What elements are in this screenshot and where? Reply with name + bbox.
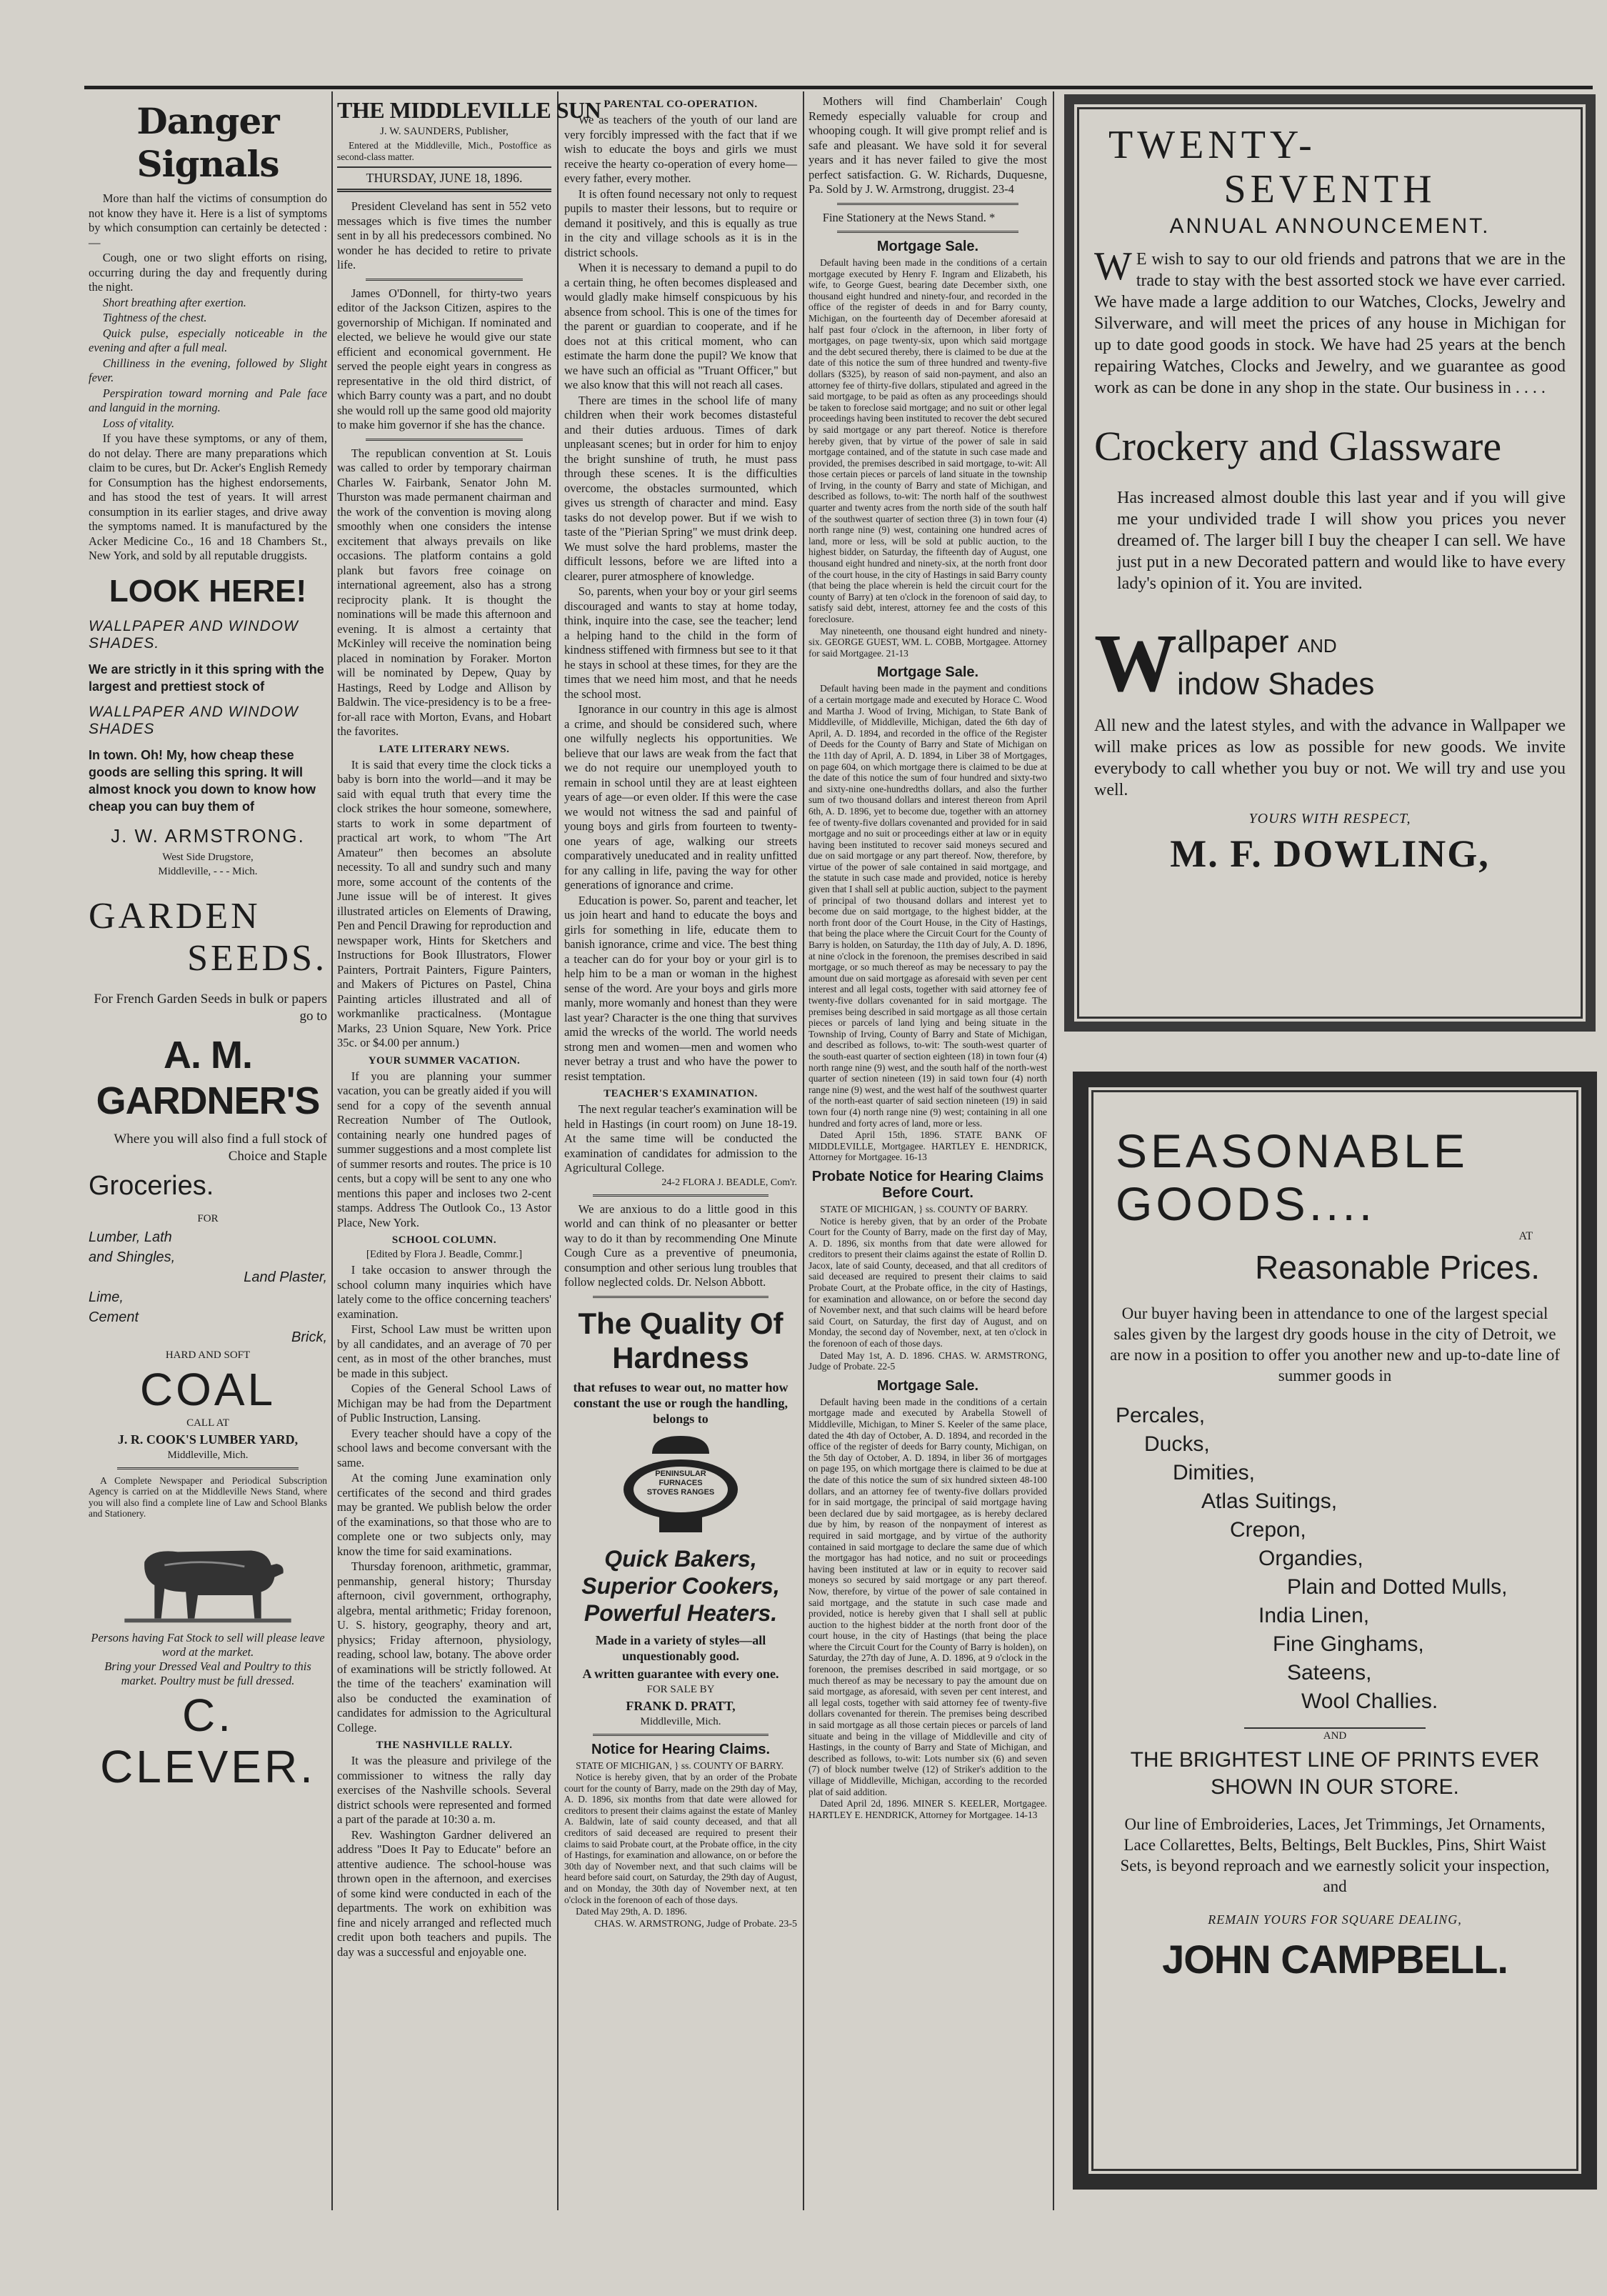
article-text: Default having been made in the conditions of a certain mortgage executed by Henry F. Ingram and Elizabeth, his wife, to George Guest, bearing date December sixth, one thousand eight hundred and ninety-four, and recorded in the office of the register of deeds in and for Barry county, Michigan, on the fourteenth day of December aforesaid at half past four o'clock in the afternoon, in liber forty of mortgages, on page twenty-six, upon which said mortgage and the debt secured thereby, there is claimed to be due at the date of this notice the sum of three hundred and twenty-five dollars ($325), by reason of said non-payment, and also an attorney fee of thirty-five dollars, stipulated and agreed in the said mortgage, to be paid as often as any proceedings should be taken to foreclose said mortgage; and no suit or other legal proceedings having been instituted to recover the debt secured by said mortgage or any part thereof. Notice is therefore hereby given, that by virtue of the power of sale in said mortgage contained, and of the statute in such case made and provided, the premises described in said mortgage, to-wit: All those certain pieces or parcels of land situate in the township of Irving, in the county of Barry and state of Michigan, and described as follows, to-wit: The north half of the southwest quarter and twenty acres from the north side of the south half of the southwest quarter of section three (3) in town four (4) north range nine (9) west, containing one hundred acres of land, more or less, will be sold at public auction, to the highest bidder, on Saturday, the fifteenth day of August, one thousand eight hundred and ninety-six, at the north front door of the court house, in the city of Hastings in said Barry county (that being the place wherein is held the circuit court for the county of Barry) at ten o'clock in the forenoon of said day, to satisfy said debt, interest, attorney fee and the costs of this foreclosure. [808, 257, 1047, 624]
article-text: STATE OF MICHIGAN, } ss. COUNTY OF BARRY. [820, 1203, 1028, 1214]
ad-headline: Danger Signals [136, 100, 279, 185]
section-divider [593, 1194, 769, 1197]
wallpaper-text: All new and the latest styles, and with the advance in Wallpaper we will make prices as low as possible for new goods. We invite everybody to call whether you buy or not. We will try and use you well. [1094, 717, 1566, 799]
masthead-title: THE MIDDLEVILLE SUN [337, 97, 601, 123]
article-text: Brick, [291, 1329, 327, 1345]
article-text: Made in a variety of styles—all unquestionably good. [595, 1632, 766, 1663]
wallpaper-line-1: allpaper [1177, 624, 1289, 659]
article-text: So, parents, when your boy or your girl seems discouraged and wants to stay at home today, think, inquire into the case, see the teacher; lend a helping hand to the child in the form of kindness stiffened with firmness but see to it that he stays in school at these times, for they are the times that we need him most, and that he needs the school most. [564, 584, 797, 701]
article-text: FOR [197, 1212, 219, 1224]
article-text: Entered at the Middleville, Mich., Postoffice as second-class matter. [337, 140, 551, 162]
emblem-label: PENINSULAR FURNACES STOVES RANGES [646, 1469, 715, 1497]
page-top-rule [84, 86, 1593, 89]
ad-and: AND [1244, 1727, 1426, 1742]
section-divider [366, 439, 523, 441]
ad-closing: REMAIN YOURS FOR SQUARE DEALING, [1208, 1912, 1462, 1927]
ad-headline: The Quality Of Hardness [578, 1306, 784, 1374]
column-divider [1053, 91, 1054, 2210]
article-text: Chilliness in the evening, followed by Slight fever. [89, 356, 327, 384]
section-heading: YOUR SUMMER VACATION. [368, 1054, 521, 1067]
column-divider [557, 91, 559, 2210]
article-text: Fine Stationery at the News Stand. * [822, 210, 996, 224]
article-text: Rev. Washington Gardner delivered an address "Does It Pay to Educate" before an attentive audience. The school-house was thrown open in the afternoon, and exercises of some kind were conducted in each of the departments. The work on exhibition was fine and nicely arranged and reflected much credit upon both teachers and pupils. The day was a successful and enjoyable one. [337, 1827, 551, 1959]
article-text: Middleville, - - - Mich. [158, 865, 258, 877]
article-text: It is said that every time the clock ticks a baby is born into the world—and it may be said with equal truth that every time the clock strikes the hour someone, somewhere, starts to work in some department of practical art work, to whom "The Art Amateur" then becomes an absolute necessity. To all and sundry such and many more, some account of the contents of the June issue will be of interest. It gives illustrated articles on Elements of Drawing, Pen and Pencil Drawing for reproduction and newspaper work, Hints for Sketchers and Instructions for Book Illustrators, Flower Painters, Portrait Painters, Figure Painters, and Makers of Pictures on Pastel, China Painting articles illustrated and all of workmanlike practicalness. (Montague Marks, 23 Union Square, New York. Price 35c. or $4.00 per annum.) [337, 757, 551, 1050]
advertiser-name: JOHN CAMPBELL. [1162, 1937, 1508, 1982]
article-text: Bring your Dressed Veal and Poultry to this market. Poultry must be full dressed. [104, 1659, 311, 1687]
goods-item: Ducks, [1144, 1432, 1210, 1456]
signature: CHAS. W. ARMSTRONG, Judge of Probate. 23-5 [594, 1918, 797, 1930]
article-text: WALLPAPER AND WINDOW SHADES. [89, 617, 299, 652]
peninsular-stoves-emblem-graphic [609, 1432, 752, 1539]
article-text: and Shingles, [89, 1249, 176, 1265]
section-divider [593, 1734, 769, 1736]
drop-cap: W [1094, 244, 1132, 289]
goods-item: Atlas Suitings, [1201, 1489, 1338, 1513]
column-3-school-news [564, 94, 797, 1935]
article-text: Dated May 1st, A. D. 1896. CHAS. W. ARMSTRONG, Judge of Probate. 22-5 [808, 1349, 1047, 1372]
article-text: President Cleveland has sent in 552 veto messages which is five times the number sent in by all his predecessors combined. No wonder he has decided to retire to private life. [337, 199, 551, 272]
prints-headline: THE BRIGHTEST LINE OF PRINTS EVER SHOWN IN OUR STORE. [1130, 1748, 1540, 1799]
article-text: Default having been made in the payment and conditions of a certain mortgage made and executed by Horace C. Wood and Martha J. Wood of Irving, Michigan, to State Bank of Middleville, of Middleville, Michigan, dated the 6th day of April, A. D. 1894, and recorded in the office of the Register of Deeds for the County of Barry and State of Michigan on the 11th day of April, A. D. 1894, in Liber 38 of Mortgages, on page 604, on which mortgage there is claimed to be due at the date of this notice the sum of four hundred and sixty-two and sixty-nine one-hundredths dollars, and also the further sum of two thousand dollars and interest thereon from April 6th, A. D. 1896, yet to become due, together with an attorney fee of twenty-five dollars covenanted and provided for in said mortgage and no suit or proceedings either at law or in equity having been instituted to recover said moneys secured and due on said mortgage or any part thereof. Now, therefore, by virtue of the power of sale contained in said mortgage, and the statute in such case made and provided, notice is hereby given that I shall sell at public auction, subject to the payment of principal of two thousand dollars and interest yet to become due on said mortgage, to the highest bidder, at the north front door of the Court House, in the City of Hastings, that being the place where the Circuit Court for the County of Barry is holden, on Saturday, the 11th day of July, A. D. 1896, at nine o'clock in the forenoon, the premises described in said mortgage, or so much thereof as may be necessary to pay the amount due on said mortgage as aforesaid with seven per cent interest and all legal costs, together with said attorney fee of twenty-five dollars covenanted for in said mortgage. The premises being described in said mortgage as all those certain pieces or parcels of land lying and being situate in the Township of Irving, County of Barry and State of Michigan, and described as follows, to-wit: The south-west quarter of the south-east quarter of section eighteen (18) in town four (4) north range nine (9) west, and the south half of the north-west quarter of section nineteen (19) in said town four (4) north range nine (9) west, and the west half of the southwest quarter of the north-east quarter of said section nineteen (19) in said town four (4) north range nine (9) west; containing in all one hundred and forty acres of land, more or less. [808, 683, 1047, 1129]
article-text: Perspiration toward morning and Pale face and languid in the morning. [89, 386, 327, 414]
article-text: Quick Bakers, Superior Cookers, Powerful Heaters. [581, 1545, 780, 1626]
ad-subtitle: Reasonable Prices. [1255, 1249, 1540, 1286]
goods-list [1108, 1402, 1561, 1716]
article-text: Lime, [89, 1289, 124, 1305]
article-text: A Complete Newspaper and Periodical Subscription Agency is carried on at the Middleville News Stand, where you will also find a complete line of Law and School Blanks and Stationery. [89, 1474, 327, 1519]
goods-item: Crepon, [1230, 1518, 1306, 1542]
article-text: May nineteenth, one thousand eight hundred and ninety-six. GEORGE GUEST, WM. L. COBB, Mortgagee. Attorney for said Mortgagee. 21-13 [808, 625, 1047, 659]
notice-heading: Mortgage Sale. [876, 1377, 979, 1394]
article-text: Copies of the General School Laws of Michigan may be had from the Department of Public Instruction, Lansing. [337, 1382, 551, 1425]
ad-outro: Our line of Embroideries, Laces, Jet Trimmings, Jet Ornaments, Lace Collarettes, Belts, Beltings, Belt Buckles, Pins, Shirt Waist Sets, is beyond reproach and we earnestly solicit your inspection, and [1120, 1815, 1550, 1895]
article-text: West Side Drugstore, [162, 851, 254, 863]
section-heading: SCHOOL COLUMN. [391, 1234, 497, 1247]
ad-intro: Our buyer having been in attendance to one of the largest special sales given by the largest dry goods house in the city of Detroit, we are now in a position to offer you another new and up-to-date line of summer goods in [1110, 1304, 1560, 1384]
article-text: Mothers will find Chamberlain' Cough Remedy especially valuable for croup and whooping cough. It will give prompt relief and is safe and pleasant. We have sold it for several years and it has never failed to give the most perfect satisfaction. G. W. Richards, Duquesne, Pa. Sold by J. W. Armstrong, druggist. 23-4 [808, 94, 1047, 196]
section-divider [366, 279, 523, 281]
article-text: Short breathing after exertion. [102, 295, 246, 309]
article-text: Where you will also find a full stock of Choice and Staple [114, 1131, 327, 1164]
article-text: It is often found necessary not only to request pupils to master their lessons, but to require or demand it positively, and this is equally as true in the city and village schools as it is in the district schools. [564, 186, 797, 259]
article-text: For French Garden Seeds in bulk or papers go to [94, 991, 327, 1024]
signature: 24-2 FLORA J. BEADLE, Com'r. [661, 1177, 797, 1188]
article-text: Dated May 29th, A. D. 1896. [576, 1906, 687, 1917]
article-text: Default having been made in the conditions of a certain mortgage made and executed by Arabella Stowell of Middleville, Michigan, to Miner S. Keeler of the same place, dated the 4th day of October, A. D. 1894, and recorded in the office of the register of deeds for Barry county, Michigan, on the 5th day of October, A. D. 1894, in liber 36 of mortgages on page 195, on which mortgage there is claimed to be due at the date of this notice the sum of six hundred sixteen 48-100 dollars, and an attorney fee of twenty-five dollars provided for in said mortgage, the principal of said mortgage having been declared due by said mortgagee, as is hereby declared due by him, by reason of the nonpayment of interest as required in said mortgage, and by virtue of the authority contained in said mortgage to declare the same due of which the mortgagor has had notice, and no suit or proceedings having been instituted at law or in equity to recover said moneys so secured by said mortgage or any part thereof. Now, therefore, by virtue of the power of sale contained in said mortgage, and the statute in such case made and provided, notice is hereby given that I shall sell at public auction to the highest bidder at the north front door of the court house, in the city of Hastings (that being the place where the Circuit Court for the County of Barry is holden), on Saturday, the 27th day of June, A. D. 1896, at 9 o'clock in the forenoon, the premises described in said mortgage, or so much thereof as may be necessary to pay the amount due on said mortgage, as aforesaid, with seven per cent interest, and all legal costs, together with said attorney fee of twenty-five dollars covenanted for therein. The premises being described in said mortgage as all those certain pieces or parcels of land situate and being in the village of Middleville and city of Hastings, in the county of Barry and State of Michigan, and described as follows, to-wit: Lots number six (6) and seven (7) of block number twelve (12) of Striker's addition to the village of Middleville, Michigan, according to the recorded plat of said addition. [808, 1396, 1047, 1797]
section-divider [837, 231, 1018, 233]
advertiser-name: A. M. GARDNER'S [96, 1033, 320, 1122]
column-divider [331, 91, 333, 2210]
goods-item: Plain and Dotted Mulls, [1287, 1575, 1508, 1599]
wallpaper-and: AND [1297, 635, 1337, 657]
article-text: Middleville, Mich. [640, 1715, 721, 1727]
article-text: Every teacher should have a copy of the school laws and become conversant with the same. [337, 1426, 551, 1469]
article-text: Quick pulse, especially noticeable in the evening and after a full meal. [89, 326, 327, 354]
article-text: [Edited by Flora J. Beadle, Commr.] [366, 1249, 523, 1261]
article-text: Notice is hereby given, that by an order of the Probate court for the county of Barry, made on the 29th day of May, A. D. 1896, six months from that date were allowed for creditors to present their claims against the estate of Manley A. Baldwin, late of said county deceased, and that all creditors of said deceased are required to present their claims to said Probate court, at the Probate office, in the city of Hastings, for examination and allowance, on or before the 30th day of November next, and that such claims will be heard before said court, on Saturday, the 29th day of August, and on Monday, the 30th day of November next, at ten o'clock in the forenoon of each of those days. [564, 1772, 797, 1905]
section-divider [117, 1467, 299, 1469]
ad-title-line-2: SEVENTH [1223, 167, 1436, 211]
article-text: More than half the victims of consumption do not know they have it. Here is a list of symptoms by which consumption can certainly be detected :— [89, 191, 327, 249]
ad-intro [1094, 244, 1566, 399]
article-text: Groceries. [89, 1170, 214, 1201]
article-text: We are strictly in it this spring with the largest and prettiest stock of [89, 662, 324, 694]
wallpaper-line-2: indow Shades [1177, 667, 1375, 702]
article-text: We are anxious to do a little good in this world and can think of no pleasanter or better way to do it than by recommending One Minute Cough Cure as a preventive of pneumonia, consumption and other serious lung troubles that follow neglected colds. Dr. Nelson Abbott. [564, 1202, 797, 1289]
cow-illustration [89, 1525, 327, 1625]
article-text: If you are planning your summer vacation, you can be greatly aided if you will send for a copy of the seventh annual Recreation Number of The Outlook, containing nearly one hundred pages of summer suggestions and a most complete list of summer resorts and routes. The price is 10 cents, but a copy will be sent to any one who mentions this paper and incloses two 2-cent stamps. Address The Outlook Co., 13 Astor Place, New York. [337, 1069, 551, 1229]
article-text: It was the pleasure and privilege of the commissioner to witness the rally day exercises of the Nashville schools. Several district schools were represented and formed a part of the parade at 10:30 a. m. [337, 1754, 551, 1827]
cow-illustration-graphic [122, 1525, 294, 1625]
advertiser-name: M. F. DOWLING, [1170, 832, 1490, 875]
article-text: Middleville, Mich. [167, 1449, 249, 1461]
goods-item: Organdies, [1258, 1547, 1363, 1570]
article-text: The next regular teacher's examination will be held in Hastings (in court room) on June 18-19. At the same time will be conducted the examination of candidates for admission to the Agricultural College. [564, 1102, 797, 1174]
section-heading: TEACHER'S EXAMINATION. [604, 1088, 758, 1099]
article-text: COAL [139, 1363, 276, 1415]
article-text: A written guarantee with every one. [582, 1666, 779, 1681]
peninsular-stoves-emblem [564, 1432, 797, 1539]
article-text: Land Plaster, [244, 1269, 327, 1285]
article-text: There are times in the school life of many children when their work becomes distasteful and their duties arduous. Times of dark unpleasant scenes; but in order for him to enjoy the bright sunshine of truth, he must pass through these scenes. It is the difficulties overcome, the obstacles surmounted, which gives us strength of character and mind. Easy tasks do not develop power. But if we wish to taste of the "Pierian Spring" we must drink deep. We must solve the hard problems, master the difficult lessons, before we are lifted into a clearer, purer atmosphere of knowledge. [564, 393, 797, 583]
article-text: Ignorance in our country in this age is almost a crime, and should be considered such, where one wilfully neglects his opportunities. We believe that our laws are weak from the fact that we do not require our unemployed youth to remain in school until they are at least eighteen years of age—or even older. If this were the case we would not witness the sad and painful of young boys and girls from fourteen to twenty-one years of age, walking our streets comparatively uneducated and in reality unfitted for any calling in life, paving the way for other generations of ignorance and crime. [564, 702, 797, 892]
article-text: Cement [89, 1309, 139, 1325]
campbell-advertisement [1073, 1072, 1597, 2190]
article-text: Dated April 2d, 1896. MINER S. KEELER, Mortgagee. HARTLEY E. HENDRICK, Attorney for Mortgagee. 14-13 [808, 1798, 1047, 1820]
article-text: STATE OF MICHIGAN, } ss. COUNTY OF BARRY. [576, 1760, 784, 1771]
section-heading: THE NASHVILLE RALLY. [376, 1740, 513, 1752]
notice-heading: Mortgage Sale. [876, 239, 979, 254]
article-text: The republican convention at St. Louis was called to order by temporary chairman Charles W. Fairbank, Senator John M. Thurston was made permanent chairman and the work of the convention is moving along smoothly when one considers the intense excitement that always prevails on like occasions. The platform contains a gold plank but favors free coinage on international agreement, also has a strong reciprocity plank. It is thought the nominations will be made this afternoon and evening. It is almost a certainty that McKinley will receive the nomination being placed in nomination by Foraker. Morton will be nominated by Depew, Quay by Hastings, Reed by Lodge and Allison by Baldwin. The vice-presidency is to be a free-for-all race with Morton, Evans, and Hobart the favorites. [337, 446, 551, 739]
ad-subtitle: ANNUAL ANNOUNCEMENT. [1169, 214, 1491, 238]
section-divider [837, 203, 1018, 205]
ad-title-line-1: TWENTY- [1108, 123, 1316, 167]
article-text: Lumber, Lath [89, 1229, 172, 1245]
article-text: Thursday forenoon, arithmetic, grammar, penmanship, general history; Thursday afternoon, civil government, orthography, algebra, mental arithmetic; Friday forenoon, U. S. history, geography, theory and art, physics; Friday afternoon, physiology, reading, school law, botany. The above order of examinations will be strictly followed. At the time of the teachers' examination will also be conducted the examination of candidates for admission to the Agricultural College. [337, 1559, 551, 1735]
article-text: We as teachers of the youth of our land are very forcibly impressed with the fact that if we wish to educate the boys and girls we must receive the hearty co-operation of every home—every father, every mother. [564, 113, 797, 185]
article-text: Cough, one or two slight efforts on rising, occurring during the day and frequently during the night. [89, 251, 327, 294]
goods-item: India Linen, [1258, 1604, 1370, 1627]
wallpaper-heading [1094, 617, 1566, 709]
ad-headline: LOOK HERE! [109, 573, 307, 609]
article-text: that refuses to wear out, no matter how constant the use or rough the handling, belongs to [573, 1379, 789, 1426]
article-text: FRANK D. PRATT, [626, 1698, 736, 1713]
article-text: WALLPAPER AND WINDOW SHADES [89, 703, 299, 737]
article-text: If you have these symptoms, or any of them, do not delay. There are many preparations which claim to be cures, but Dr. Acker's English Remedy for Consumption has the highest endorsements, and has stood the test of years. It will arrest consumption in its earlier stages, and drive away the symptoms named. It is manufactured by the Acker Medicine Co., 16 and 18 Chambers St., New York, and sold by all reputable druggists. [89, 431, 327, 562]
goods-item: Wool Challies. [1301, 1689, 1438, 1713]
crockery-text: Has increased almost double this last year and if you will give me your undivided trade I will show you prices you never dreamed of. The larger bill I buy the cheaper I can sell. We have just put in a new Decorated pattern and would like to have every lady's opinion of it. You are invited. [1117, 489, 1566, 593]
article-text: I take occasion to answer through the school column many inquiries which have lately come to the office concerning teachers' examination. [337, 1263, 551, 1321]
article-text: CALL AT [186, 1417, 229, 1429]
article-text: Notice is hereby given, that by an order of the Probate Court for the County of Barry, made on the first day of May, A. D. 1896, six months from that date were allowed for creditors to present their claims against the estate of Rollin D. Jacox, late of said County, deceased, and that all creditors of said deceased are required to present their claims to said Probate Court, at the Probate office, in the city of Hastings, for examination and allowance, on or before the second day of November next, and that such claims will be heard before said Court, on Saturday, the first day of August, and on Monday, the second day of November, next, at ten o'clock in the forenoon of each of those days. [808, 1215, 1047, 1349]
article-text: When it is necessary to demand a pupil to do a certain thing, he often becomes displeased and would gladly make himself conspicuous by his absence from school. This is one of the times for the parent or guardian to cooperate, and if he does not at this critical moment, who can estimate the harm done the pupil? We know that we have such an official as "Truant Officer," but we also know that this will not reach all cases. [564, 261, 797, 391]
article-text: Dated April 15th, 1896. STATE BANK OF MIDDLEVILLE, Mortgagee. HARTLEY E. HENDRICK, Attorney for Mortgagee. 16-13 [808, 1129, 1047, 1163]
article-text: J. W. SAUNDERS, Publisher, [380, 126, 509, 137]
article-text: First, School Law must be written upon by all candidates, and an average of 70 per cent, as in most of the other branches, must be made in this subject. [337, 1322, 551, 1380]
goods-item: Sateens, [1287, 1661, 1372, 1684]
ad-at: AT [1518, 1230, 1533, 1242]
wallpaper-initial: W [1094, 617, 1177, 709]
ad-intro-text: E wish to say to our old friends and patrons that we are in the trade to stay with the best assorted stock we have ever carried. We have made a large addition to our Watches, Clocks, Jewelry and Silverware, and will meet the prices of any house in Michigan for up to date good goods in stock. We have had 25 years at the bench repairing Watches, Clocks and Jewelry, and we guarantee as good work as can be done in any shop in the state. Our business in . . . . [1094, 250, 1566, 397]
notice-heading: Notice for Hearing Claims. [591, 1741, 771, 1757]
article-text: FOR SALE BY [646, 1683, 715, 1695]
section-heading: PARENTAL CO-OPERATION. [604, 99, 758, 110]
notice-heading: Mortgage Sale. [876, 664, 979, 681]
advertiser-name: J. W. ARMSTRONG. [111, 824, 305, 847]
article-text: HARD AND SOFT [165, 1349, 251, 1361]
article-text: In town. Oh! My, how cheap these goods are selling this spring. It will almost knock you down to know how cheap you can buy them of [89, 747, 316, 814]
ad-closing: YOURS WITH RESPECT, [1248, 811, 1411, 827]
section-divider [593, 1296, 769, 1298]
article-text: James O'Donnell, for thirty-two years editor of the Jackson Citizen, aspires to the governorship of Michigan. If nominated and elected, we believe he would give our state efficient and economical government. He served the people eight years in congress as representative in the old third district, of which Barry county was a part, and no doubt she would roll up the same good old majority to make him governor if she has the chance. [337, 286, 551, 432]
article-text: Loss of vitality. [102, 416, 175, 430]
issue-date: THURSDAY, JUNE 18, 1896. [337, 166, 551, 192]
ad-title: SEASONABLE GOODS.... [1116, 1124, 1468, 1230]
section-heading: LATE LITERARY NEWS. [379, 743, 510, 755]
article-text: J. R. COOK'S LUMBER YARD, [117, 1432, 299, 1447]
article-text: Persons having Fat Stock to sell will please leave word at the market. [91, 1630, 325, 1659]
article-text: SEEDS. [187, 937, 327, 979]
article-text: GARDEN [89, 895, 261, 937]
goods-item: Dimities, [1173, 1461, 1256, 1484]
column-1-advertisements [89, 94, 327, 1794]
article-text: C. CLEVER. [100, 1689, 316, 1792]
goods-item: Percales, [1116, 1404, 1206, 1427]
column-divider [803, 91, 804, 2210]
notice-heading: Probate Notice for Hearing Claims Before Court. [811, 1168, 1044, 1201]
article-text: Tightness of the chest. [102, 311, 207, 324]
column-4-legal-notices [808, 94, 1047, 1821]
column-2-editorial [337, 94, 601, 1960]
crockery-heading: Crockery and Glassware [1094, 423, 1502, 469]
goods-item: Fine Ginghams, [1273, 1632, 1424, 1656]
article-text: At the coming June examination only certificates of the second and third grades may be granted. We publish below the order of the examinations, so that those who are to complete one or two subjects only, may know the time for said examinations. [337, 1471, 551, 1558]
article-text: Education is power. So, parent and teacher, let us join heart and hand to educate the boys and girls for something in life, educate them to banish ignorance, crime and vice. The best thing a teacher can do for your boy or your girl is to help him to be a man or woman in the highest sense of the word. Are your boys and girls more manly, more womanly and honest than they were last year? Character is the one thing that survives amid the wrecks of the world. The world needs strong men and women—men and women who never betray a trust and who have the power to resist temptation. [564, 893, 797, 1083]
dowling-advertisement [1064, 94, 1596, 1032]
